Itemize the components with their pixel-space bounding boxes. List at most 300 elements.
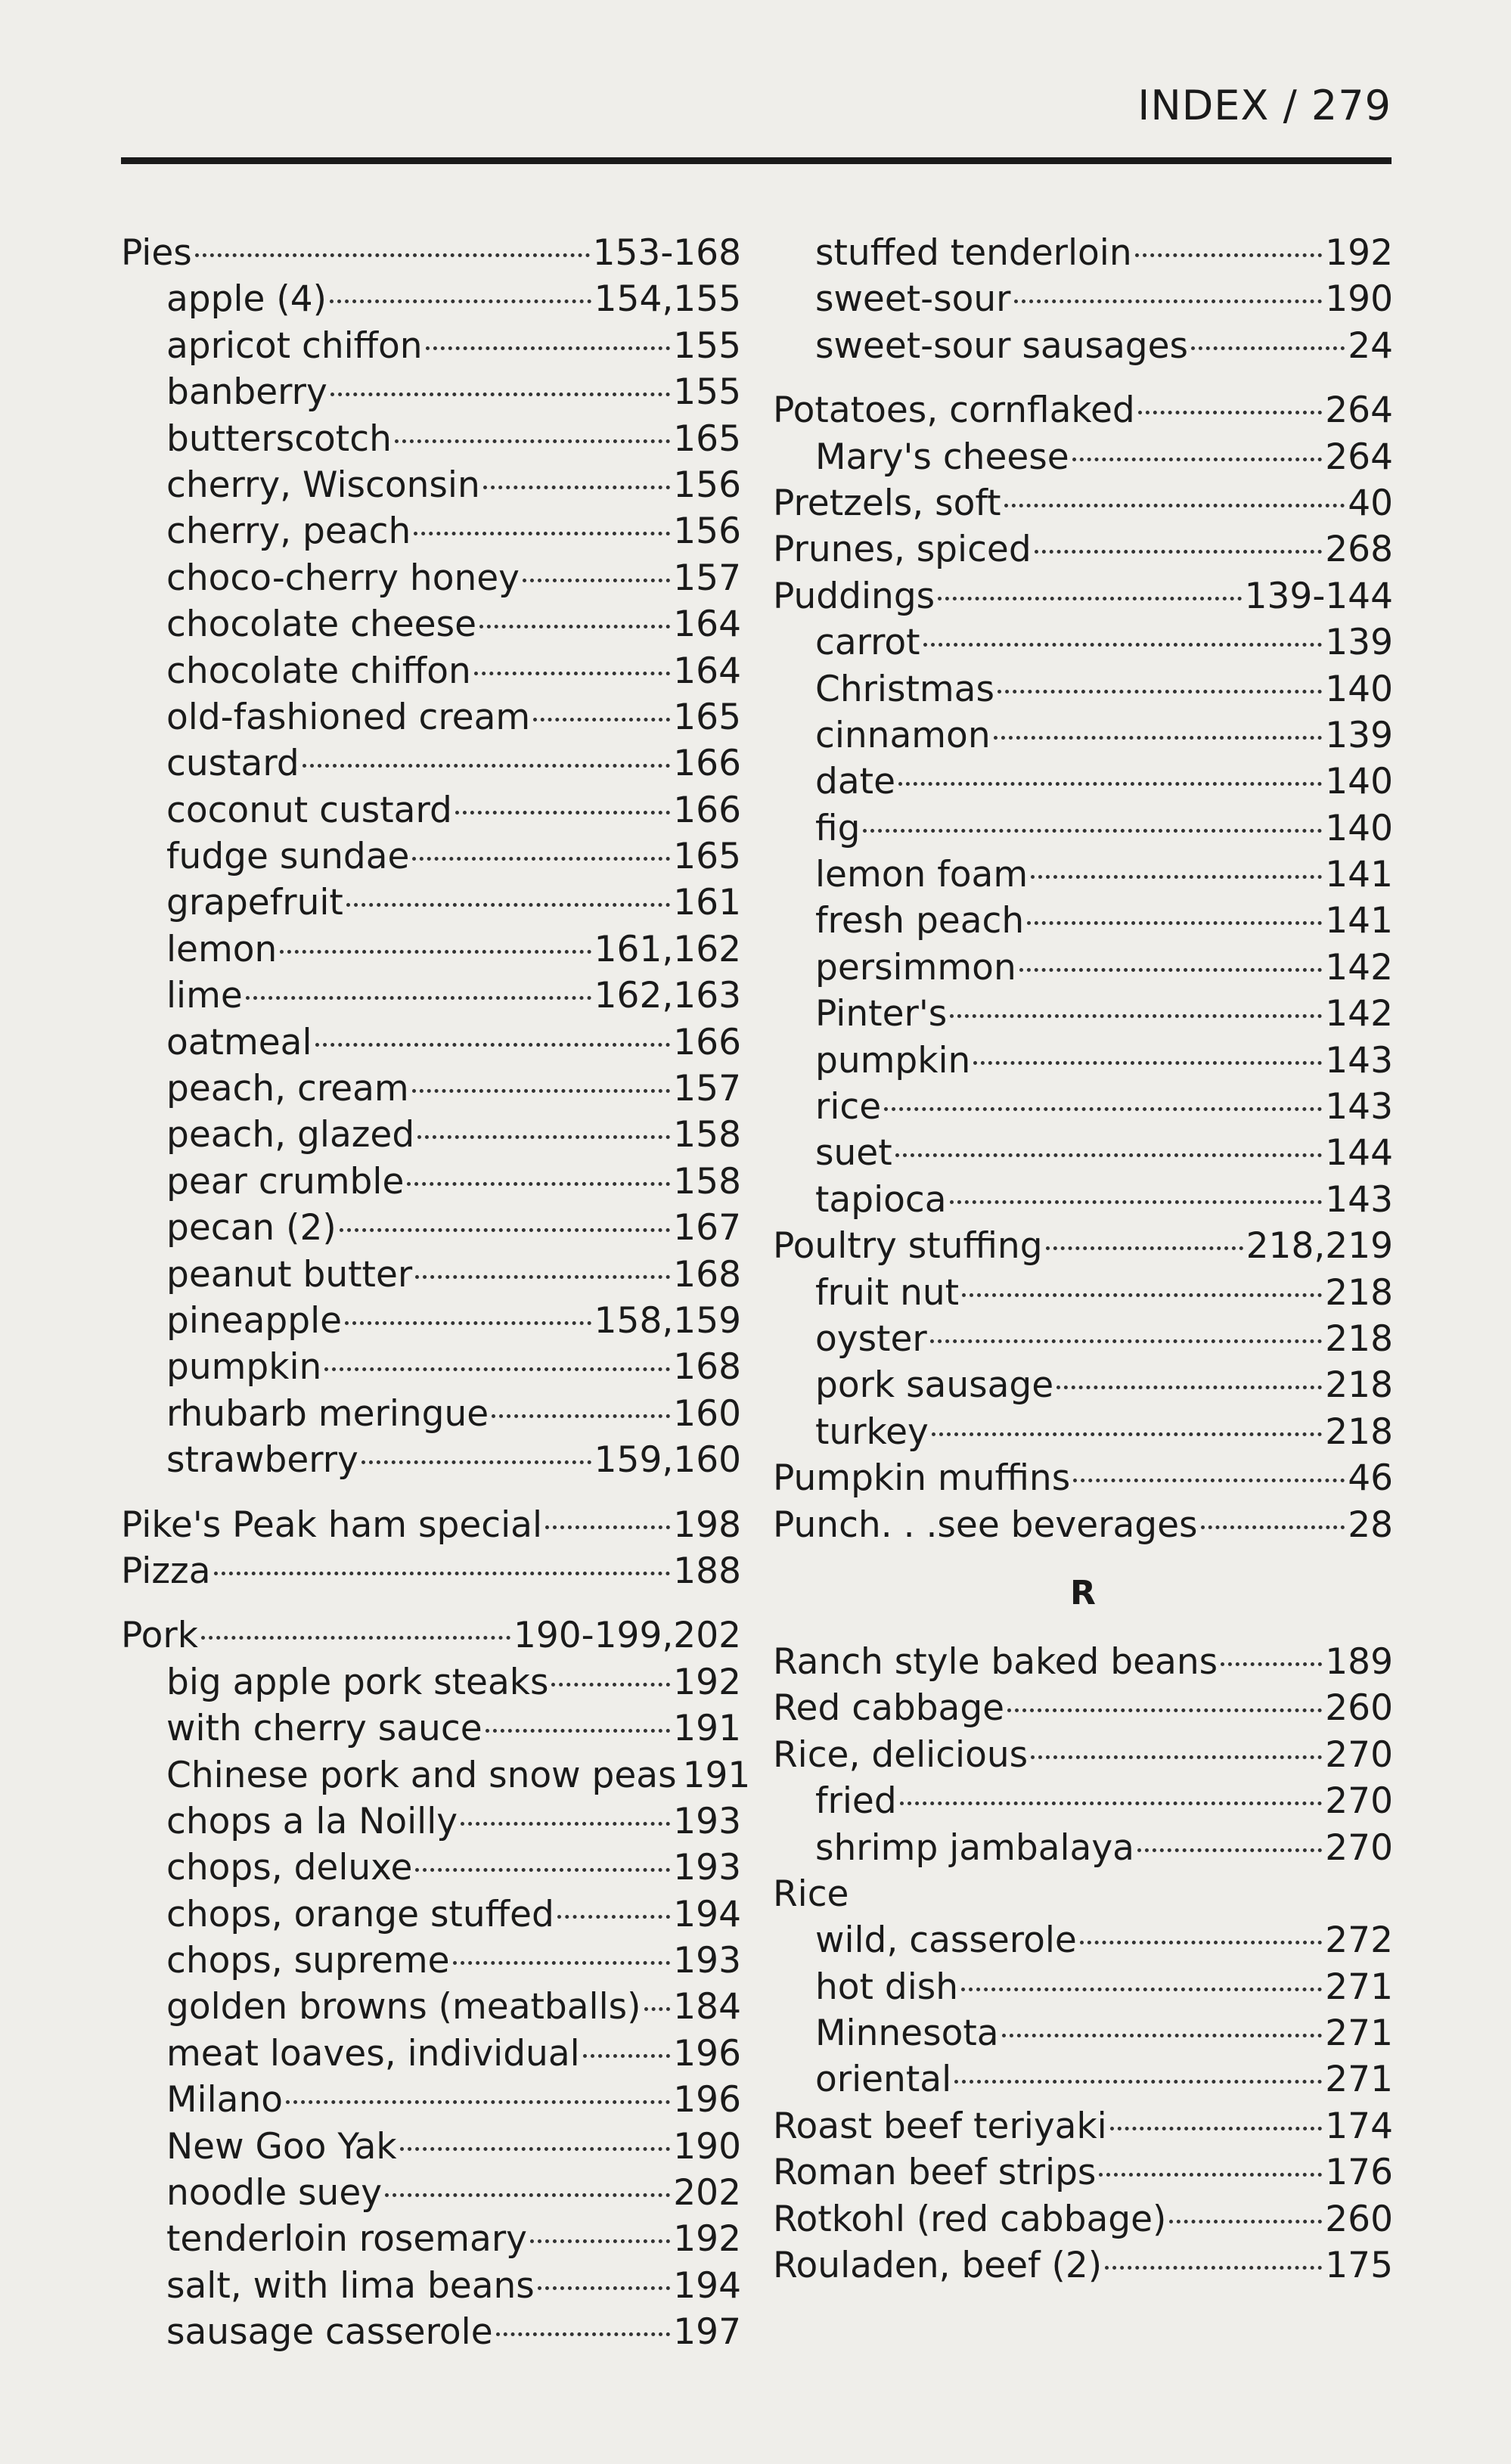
index-subentry (773, 1270, 1393, 1316)
index-subentry (121, 1391, 741, 1437)
index-subentry (121, 323, 741, 369)
dot-leader (1072, 458, 1323, 461)
entry-page-number: 159,160 (594, 1439, 741, 1482)
dot-leader (895, 1153, 1323, 1157)
entry-page-number: 174 (1325, 2105, 1393, 2147)
entry-label: chocolate cheese (166, 604, 476, 646)
entry-label: turkey (815, 1410, 929, 1453)
entry-label: tenderloin rosemary (166, 2218, 527, 2261)
entry-page-number: 196 (673, 2079, 741, 2121)
entry-page-number: 188 (673, 1550, 741, 1592)
index-subentry (773, 1177, 1393, 1223)
index-subentry (773, 2010, 1393, 2056)
entry-label: rhubarb meringue (166, 1392, 489, 1435)
entry-label: apple (4) (166, 278, 327, 321)
index-entry (121, 1502, 741, 1548)
index-subentry (121, 833, 741, 880)
entry-page-number: 271 (1325, 2059, 1393, 2101)
section-gap (773, 369, 1393, 387)
entry-page-number: 190 (673, 2125, 741, 2168)
dot-leader (523, 579, 670, 582)
entry-page-number: 184 (673, 1986, 741, 2028)
entry-page-number: 270 (1325, 1780, 1393, 1823)
index-column-right (773, 230, 1393, 2289)
index-subentry (773, 2056, 1393, 2102)
index-subentry (773, 323, 1393, 369)
dot-leader (395, 439, 670, 443)
index-entry (773, 1732, 1393, 1778)
entry-page-number: 158 (673, 1160, 741, 1203)
entry-page-number: 218 (1325, 1271, 1393, 1314)
dot-leader (453, 1961, 671, 1965)
dot-leader (1191, 346, 1345, 350)
index-subentry (773, 1084, 1393, 1130)
entry-page-number: 161,162 (594, 928, 741, 970)
entry-page-number: 218,219 (1246, 1225, 1393, 1268)
dot-leader (551, 1683, 670, 1687)
index-subentry (121, 1659, 741, 1705)
dot-leader (932, 1432, 1322, 1436)
entry-label: Pumpkin muffins (773, 1457, 1071, 1500)
index-entry (773, 573, 1393, 619)
entry-page-number: 139-144 (1244, 575, 1393, 617)
index-subentry (121, 1845, 741, 1891)
entry-label: pumpkin (815, 1039, 971, 1081)
index-entry (773, 2196, 1393, 2242)
entry-label: noodle suey (166, 2172, 383, 2214)
entry-label: oyster (815, 1317, 927, 1360)
index-subentry (121, 1891, 741, 1938)
entry-label: grapefruit (166, 882, 343, 924)
entry-label: cherry, Wisconsin (166, 464, 480, 506)
entry-page-number: 190 (1325, 278, 1393, 321)
dot-leader (492, 1414, 670, 1418)
index-subentry (773, 712, 1393, 759)
dot-leader (340, 1228, 671, 1232)
entry-label: lime (166, 975, 243, 1017)
entry-page-number: 165 (673, 417, 741, 460)
dot-leader (280, 950, 591, 954)
dot-leader (930, 1339, 1323, 1343)
index-subentry (773, 619, 1393, 666)
entry-page-number: 167 (673, 1207, 741, 1249)
dot-leader (1002, 2034, 1323, 2037)
entry-page-number: 154,155 (594, 278, 741, 321)
entry-page-number: 143 (1325, 1086, 1393, 1128)
entry-page-number: 28 (1348, 1504, 1393, 1546)
entry-label: Christmas (815, 668, 994, 710)
entry-page-number: 198 (673, 1504, 741, 1546)
entry-label: Punch. . .see beverages (773, 1504, 1198, 1546)
index-subentry (121, 2216, 741, 2262)
dot-leader (900, 1801, 1323, 1805)
dot-leader (483, 486, 671, 489)
index-subentry (121, 2170, 741, 2216)
entry-label: Poultry stuffing (773, 1225, 1043, 1268)
dot-leader (962, 1293, 1322, 1297)
entry-page-number: 191 (673, 1708, 741, 1750)
entry-page-number: 153-168 (592, 232, 741, 274)
entry-label: big apple pork steaks (166, 1661, 549, 1703)
index-subentry (121, 1019, 741, 1066)
entry-label: peach, cream (166, 1068, 409, 1110)
index-subentry (773, 945, 1393, 991)
entry-label: New Goo Yak (166, 2125, 397, 2168)
dot-leader (361, 1460, 591, 1464)
index-subentry (773, 1409, 1393, 1455)
dot-leader (1221, 1662, 1322, 1666)
index-entry (773, 480, 1393, 526)
dot-leader (994, 736, 1323, 740)
entry-label: lemon (166, 928, 278, 970)
entry-page-number: 139 (1325, 622, 1393, 664)
entry-page-number: 192 (1325, 232, 1393, 274)
index-entry (773, 2103, 1393, 2149)
dot-leader (954, 2080, 1322, 2084)
index-subentry (773, 1917, 1393, 1963)
dot-leader (1014, 299, 1323, 303)
index-subentry (121, 2031, 741, 2077)
entry-page-number: 168 (673, 1346, 741, 1389)
entry-page-number: 193 (673, 1847, 741, 1889)
entry-page-number: 155 (673, 371, 741, 414)
entry-label: Pretzels, soft (773, 482, 1001, 524)
entry-label: shrimp jambalaya (815, 1826, 1134, 1869)
index-subentry (121, 601, 741, 647)
entry-label: chops a la Noilly (166, 1800, 458, 1842)
index-subentry (121, 1798, 741, 1845)
index-subentry (773, 230, 1393, 276)
entry-page-number: 157 (673, 557, 741, 599)
entry-page-number: 141 (1325, 854, 1393, 896)
dot-leader (973, 1061, 1322, 1065)
entry-label: fried (815, 1780, 897, 1823)
dot-leader (486, 1729, 671, 1733)
entry-page-number: 193 (673, 1800, 741, 1842)
entry-label: cherry, peach (166, 510, 411, 553)
dot-leader (417, 1135, 670, 1139)
entry-page-number: 264 (1325, 436, 1393, 478)
index-entry (773, 1223, 1393, 1269)
dot-leader (557, 1915, 671, 1919)
index-entry (773, 1639, 1393, 1685)
index-subentry (121, 2309, 741, 2355)
entry-label: peanut butter (166, 1253, 413, 1296)
entry-label: suet (815, 1132, 892, 1175)
entry-label: Prunes, spiced (773, 529, 1032, 571)
entry-label: Ranch style baked beans (773, 1640, 1218, 1683)
index-entry (773, 2242, 1393, 2289)
dot-leader (461, 1822, 670, 1826)
index-subentry (121, 1437, 741, 1483)
entry-label: tapioca (815, 1178, 947, 1221)
entry-label: salt, with lima beans (166, 2264, 535, 2307)
index-subentry (773, 434, 1393, 480)
entry-page-number: 218 (1325, 1317, 1393, 1360)
dot-leader (1137, 1848, 1322, 1852)
entry-page-number: 191 (682, 1754, 751, 1796)
dot-leader (950, 1200, 1323, 1204)
dot-leader (315, 1043, 671, 1047)
dot-leader (214, 1572, 671, 1575)
entry-label: fig (815, 807, 861, 849)
entry-label: pork sausage (815, 1364, 1054, 1407)
entry-label: Rouladen, beef (2) (773, 2245, 1103, 2287)
dot-leader (1027, 921, 1322, 925)
entry-label: pecan (2) (166, 1207, 337, 1249)
index-subentry (773, 1038, 1393, 1084)
entry-label: pear crumble (166, 1160, 405, 1203)
index-subentry (773, 1316, 1393, 1362)
entry-page-number: 161 (673, 882, 741, 924)
entry-label: pineapple (166, 1299, 343, 1342)
dot-leader (1105, 2266, 1322, 2270)
index-subentry (121, 694, 741, 740)
dot-leader (474, 672, 671, 675)
entry-label: Milano (166, 2079, 284, 2121)
entry-label: Pike's Peak ham special (121, 1504, 543, 1546)
dot-leader (884, 1107, 1322, 1111)
index-entry (773, 1455, 1393, 1501)
entry-page-number: 139 (1325, 714, 1393, 756)
index-subentry (121, 508, 741, 554)
entry-page-number: 176 (1325, 2152, 1393, 2194)
entry-page-number: 272 (1325, 1919, 1393, 1962)
dot-leader (1035, 550, 1323, 554)
index-subentry (121, 369, 741, 415)
entry-page-number: 196 (673, 2032, 741, 2075)
dot-leader (346, 903, 670, 907)
entry-page-number: 40 (1348, 482, 1393, 524)
entry-page-number: 197 (673, 2311, 741, 2354)
dot-leader (938, 597, 1241, 600)
index-subentry (773, 991, 1393, 1037)
entry-page-number: 140 (1325, 761, 1393, 803)
entry-label: stuffed tenderloin (815, 232, 1132, 274)
dot-leader (195, 253, 590, 257)
index-subentry (121, 2077, 741, 2123)
entry-page-number: 166 (673, 1021, 741, 1063)
entry-page-number: 271 (1325, 2012, 1393, 2055)
entry-page-number: 218 (1325, 1364, 1393, 1407)
dot-leader (644, 2007, 671, 2011)
entry-page-number: 202 (673, 2172, 741, 2214)
entry-page-number: 164 (673, 650, 741, 692)
entry-page-number: 166 (673, 743, 741, 785)
index-subentry (121, 462, 741, 508)
entry-page-number: 270 (1325, 1733, 1393, 1776)
entry-page-number: 175 (1325, 2245, 1393, 2287)
entry-label: oatmeal (166, 1021, 312, 1063)
index-subentry (773, 1778, 1393, 1824)
entry-page-number: 140 (1325, 807, 1393, 849)
dot-leader (923, 643, 1323, 647)
index-subentry (121, 1298, 741, 1344)
dot-leader (1110, 2127, 1323, 2130)
entry-label: Pizza (121, 1550, 211, 1592)
entry-label: lemon foam (815, 854, 1029, 896)
entry-label: hot dish (815, 1966, 959, 2008)
entry-page-number: 160 (673, 1392, 741, 1435)
dot-leader (1099, 2173, 1322, 2177)
entry-page-number: 162,163 (594, 975, 741, 1017)
entry-page-number: 164 (673, 604, 741, 646)
index-subentry (121, 1938, 741, 1984)
entry-page-number: 141 (1325, 900, 1393, 942)
entry-page-number: 194 (673, 1893, 741, 1935)
entry-label: chops, orange stuffed (166, 1893, 554, 1935)
entry-page-number: 156 (673, 464, 741, 506)
index-subentry (773, 1825, 1393, 1871)
index-subentry (773, 1130, 1393, 1176)
entry-label: cinnamon (815, 714, 991, 756)
entry-page-number: 143 (1325, 1039, 1393, 1081)
entry-label: Roman beef strips (773, 2152, 1097, 2194)
entry-label: sausage casserole (166, 2311, 493, 2354)
index-subentry (121, 2263, 741, 2309)
dot-leader (538, 2286, 671, 2290)
entry-page-number: 190-199,202 (513, 1615, 741, 1657)
index-subentry (121, 880, 741, 926)
index-subentry (773, 898, 1393, 944)
dot-leader (324, 1367, 670, 1371)
entry-page-number: 156 (673, 510, 741, 553)
dot-leader (400, 2147, 671, 2151)
entry-page-number: 24 (1348, 324, 1393, 367)
entry-page-number: 260 (1325, 1687, 1393, 1730)
dot-leader (330, 299, 591, 303)
index-column-left (121, 230, 751, 2356)
dot-leader (545, 1525, 670, 1529)
dot-leader (998, 690, 1322, 694)
dot-leader (1031, 1755, 1322, 1759)
entry-label: old-fashioned cream (166, 696, 531, 738)
entry-label: Rice (773, 1873, 849, 1915)
index-subentry (121, 1752, 751, 1798)
dot-leader (412, 1089, 671, 1093)
dot-leader (496, 2332, 671, 2336)
dot-leader (479, 625, 670, 628)
index-subentry (121, 1205, 741, 1251)
index-subentry (121, 276, 741, 322)
index-entry (773, 526, 1393, 573)
dot-leader (1080, 1941, 1322, 1944)
index-subentry (121, 416, 741, 462)
entry-label: Rice, delicious (773, 1733, 1029, 1776)
index-subentry (121, 926, 741, 973)
entry-page-number: 142 (1325, 993, 1393, 1035)
index-subentry (121, 787, 741, 833)
index-subentry (773, 1362, 1393, 1408)
entry-page-number: 218 (1325, 1410, 1393, 1453)
index-subentry (773, 759, 1393, 805)
entry-label: choco-cherry honey (166, 557, 520, 599)
entry-label: Red cabbage (773, 1687, 1005, 1730)
entry-page-number: 189 (1325, 1640, 1393, 1683)
dot-leader (246, 996, 591, 1000)
entry-label: rice (815, 1086, 882, 1128)
dot-leader (201, 1636, 510, 1640)
dot-leader (1019, 968, 1323, 972)
entry-page-number: 157 (673, 1068, 741, 1110)
dot-leader (415, 1868, 670, 1872)
index-entry (773, 387, 1393, 433)
entry-page-number: 158,159 (594, 1299, 741, 1342)
entry-page-number: 140 (1325, 668, 1393, 710)
entry-page-number: 192 (673, 2218, 741, 2261)
entry-label: Rotkohl (red cabbage) (773, 2198, 1167, 2240)
index-subentry (121, 1112, 741, 1158)
entry-label: oriental (815, 2059, 952, 2101)
entry-label: Mary's cheese (815, 436, 1069, 478)
dot-leader (1073, 1479, 1345, 1482)
dot-leader (1138, 411, 1323, 414)
entry-label: fudge sundae (166, 836, 410, 878)
entry-label: chops, supreme (166, 1940, 450, 1982)
entry-label: coconut custard (166, 789, 452, 831)
entry-label: peach, glazed (166, 1114, 415, 1156)
dot-leader (1031, 875, 1322, 879)
section-letter: R (1070, 1573, 1096, 1612)
index-subentry (121, 973, 741, 1019)
entry-label: Potatoes, cornflaked (773, 389, 1135, 432)
dot-leader (1004, 504, 1345, 507)
entry-page-number: 144 (1325, 1132, 1393, 1175)
entry-page-number: 194 (673, 2264, 741, 2307)
dot-leader (961, 1988, 1322, 1991)
dot-leader (950, 1014, 1322, 1018)
dot-leader (426, 346, 671, 350)
entry-label: Minnesota (815, 2012, 999, 2055)
entry-page-number: 268 (1325, 529, 1393, 571)
entry-page-number: 193 (673, 1940, 741, 1982)
entry-page-number: 165 (673, 836, 741, 878)
entry-label: fresh peach (815, 900, 1025, 942)
index-entry (773, 2149, 1393, 2196)
entry-label: Pork (121, 1615, 198, 1657)
dot-leader (1135, 253, 1323, 257)
dot-leader (1046, 1246, 1243, 1250)
dot-leader (286, 2100, 670, 2104)
entry-label: pumpkin (166, 1346, 322, 1389)
index-entry (773, 1502, 1393, 1548)
index-subentry (773, 1964, 1393, 2010)
entry-label: Puddings (773, 575, 935, 617)
entry-label: chocolate chiffon (166, 650, 471, 692)
entry-label: apricot chiffon (166, 324, 423, 367)
section-gap (121, 1594, 741, 1612)
index-subentry (121, 2124, 741, 2170)
entry-label: with cherry sauce (166, 1708, 482, 1750)
entry-label: golden browns (meatballs) (166, 1986, 641, 2028)
entry-page-number: 168 (673, 1253, 741, 1296)
entry-page-number: 165 (673, 696, 741, 738)
entry-page-number: 46 (1348, 1457, 1393, 1500)
entry-label: strawberry (166, 1439, 358, 1482)
index-entry (773, 1685, 1393, 1731)
entry-label: Chinese pork and snow peas (166, 1754, 677, 1796)
index-subentry (121, 1252, 741, 1298)
entry-label: date (815, 761, 895, 803)
index-subentry (773, 276, 1393, 322)
entry-page-number: 260 (1325, 2198, 1393, 2240)
entry-page-number: 143 (1325, 1178, 1393, 1221)
dot-leader (583, 2054, 671, 2058)
dot-leader (1201, 1525, 1345, 1529)
index-subentry (121, 648, 741, 694)
index-subentry (121, 740, 741, 787)
index-subentry (121, 1705, 741, 1752)
